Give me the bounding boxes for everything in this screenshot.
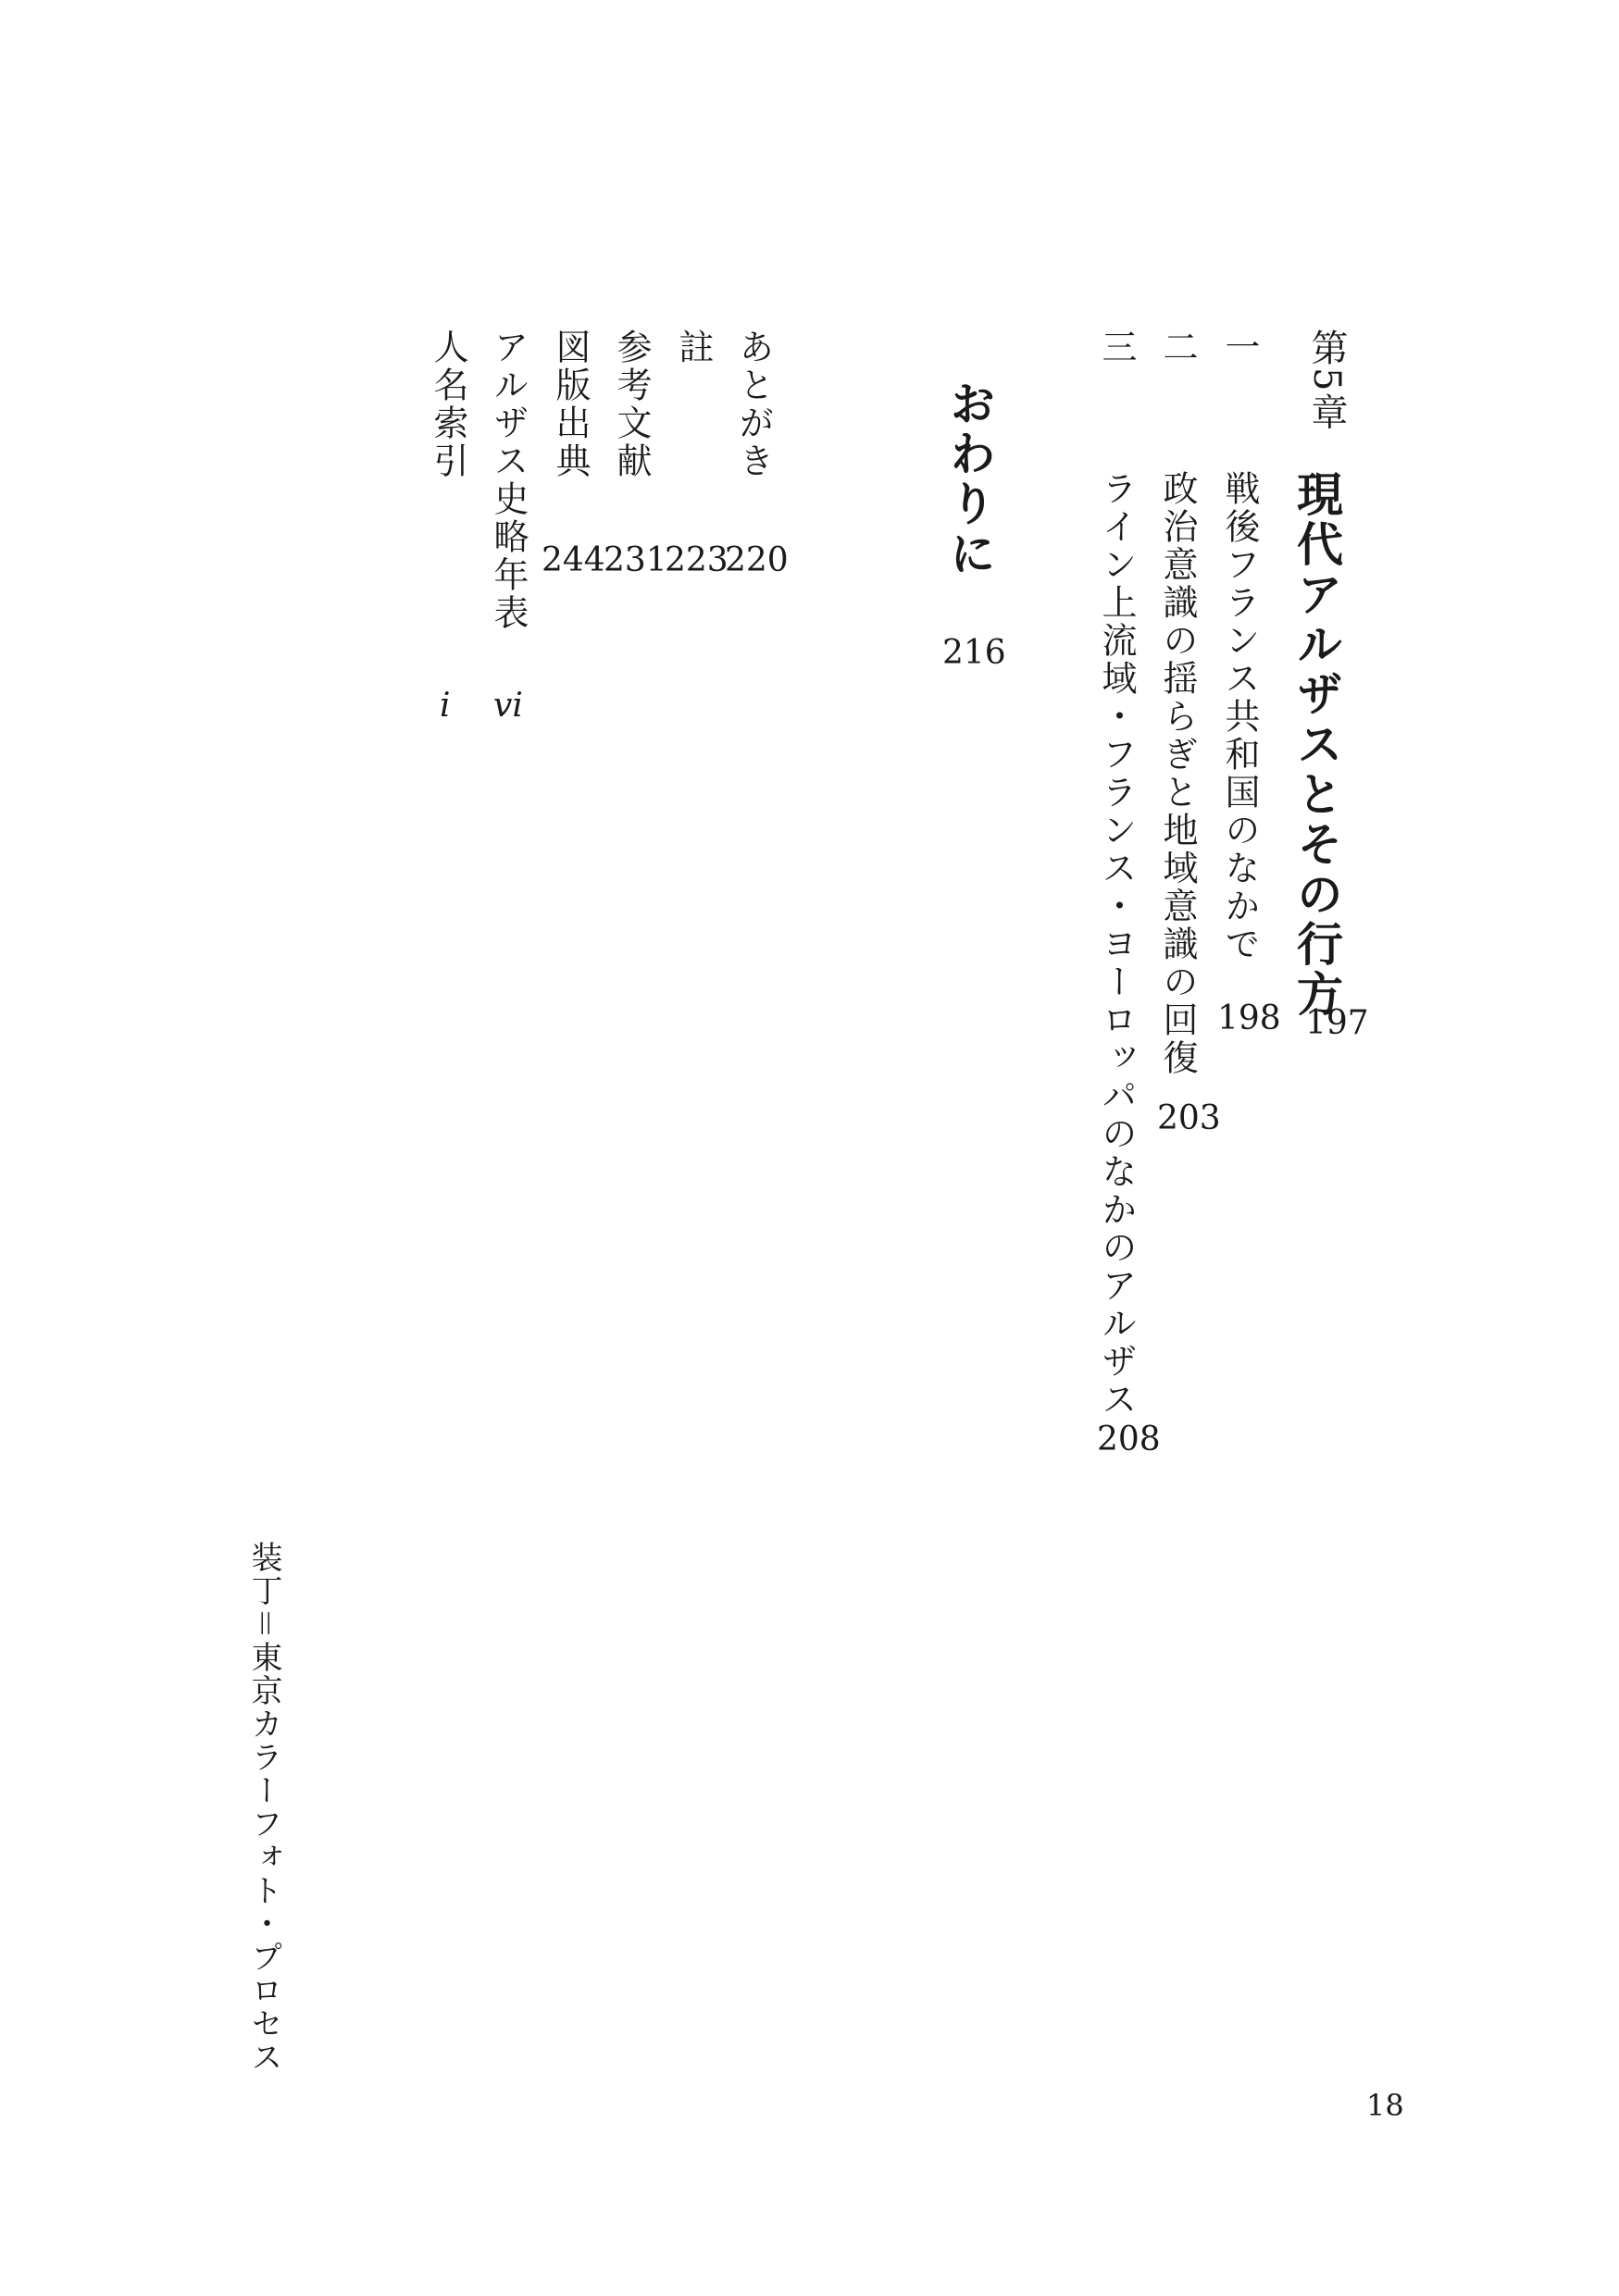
section-number-1: 一 [1219,329,1260,366]
section-page-3: 208 [1097,1421,1161,1458]
section-page-1: 198 [1217,999,1281,1037]
backmatter-title-notes: 註 [673,329,714,366]
closing-title: おわりに [942,379,997,579]
section-title-3: ライン上流域・フランス・ヨーロッパのなかのアルザス [1096,470,1137,1419]
backmatter-title-name-index: 人名索引 [428,329,468,480]
backmatter-page-chronology: vi [493,687,523,725]
backmatter-page-notes: 223 [665,541,729,579]
backmatter-title-chronology: アルザス史略年表 [488,329,529,632]
page-number: 18 [1366,2088,1404,2123]
backmatter-title-afterword: あとがき [733,329,774,480]
section-title-2: 政治意識の揺らぎと地域意識の回復 [1157,470,1198,1077]
closing-page: 216 [942,634,1006,672]
backmatter-page-name-index: i [440,687,451,725]
section-page-2: 203 [1157,1099,1221,1137]
design-credit: 装丁＝東京カラーフォト・プロセス [245,1541,282,2074]
section-number-2: 二 [1157,329,1198,366]
backmatter-page-references: 231 [604,541,667,579]
backmatter-page-afterword: 220 [725,541,789,579]
chapter-title: 現代アルザスとその行方 [1289,470,1344,1020]
backmatter-title-figure-sources: 図版出典 [550,329,591,480]
chapter-page-number: 197 [1305,1004,1369,1042]
backmatter-page-figure-sources: 244 [542,541,605,579]
section-title-1: 戦後フランス共和国のなかで [1219,470,1260,963]
chapter-label: 第5章 [1305,329,1348,432]
backmatter-title-references: 参考文献 [611,329,652,480]
section-number-3: 三 [1096,329,1137,366]
